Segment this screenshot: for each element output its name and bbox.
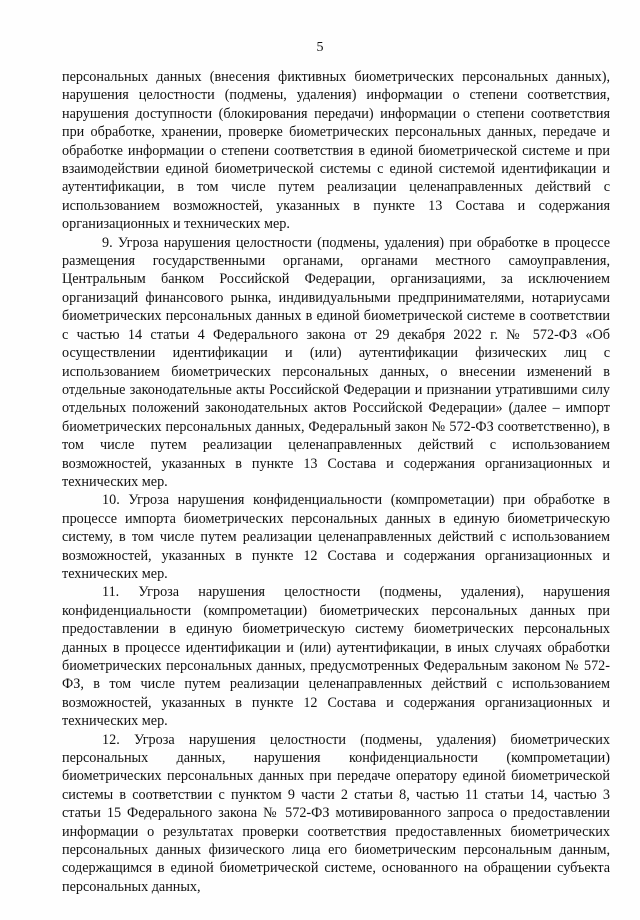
paragraph-item-9: 9. Угроза нарушения целостности (подмены, удаления) при обработке в процессе размещения государственными органами, органами местного самоуправления, Центральным банком Российской Федерации, организациями, за исключением организаций финансового рынка, индивидуальными предпринимателями, нотариусами биометрических персональных данных в единой биометрической системе в соответствии с частью 14 статьи 4 Федерального закона от 29 декабря 2022 г. № 572-ФЗ «Об осуществлении идентификации и (или) аутентификации физических лиц с использованием биометрических персональных данных, о внесении изменений в отдельные законодательные акты Российской Федерации и признании утратившими силу отдельных положений законодательных актов Российской Федерации» (далее – импорт биометрических персональных данных, Федеральный закон № 572-ФЗ соответственно), в том числе путем реализации целенаправленных действий с использованием возможностей, указанных в пункте 13 Состава и содержания организационных и технических мер. (62, 234, 610, 490)
paragraph-continuation: персональных данных (внесения фиктивных биометрических персональных данных), нарушения целостности (подмены, удаления) информации о степени соответствия, нарушения доступности (блокирования передачи) информации о степени соответствия при обработке, хранении, проверке биометрических персональных данных, передаче и обработке информации о степени соответствия в единой биометрической системе и при взаимодействии единой биометрической системы с единой системой идентификации и аутентификации, в том числе путем реализации целенаправленных действий с использованием возможностей, указанных в пункте 13 Состава и содержания организационных и технических мер. (62, 69, 610, 233)
paragraph-item-12: 12. Угроза нарушения целостности (подмены, удаления) биометрических персональных данных, нарушения конфиденциальности (компрометации) биометрических персональных данных при передаче оператору единой биометрической системы в соответствии с пунктом 9 части 2 статьи 8, частью 11 статьи 14, частью 3 статьи 15 Федерального закона № 572-ФЗ мотивированного запроса о предоставлении информации о результатах проверки соответствия предоставленных биометрических персональных данных физического лица его биометрическим персональным данным, содержащимся в единой биометрической системе, основанного на обращении субъекта персональных данных, (62, 731, 610, 895)
page-number: 5 (316, 40, 324, 55)
paragraph-item-10: 10. Угроза нарушения конфиденциальности (компрометации) при обработке в процессе импорта биометрических персональных данных в единую биометрическую систему, в том числе путем реализации целенаправленных действий с использованием возможностей, указанных в пункте 12 Состава и содержания организационных и технических мер. (62, 492, 610, 582)
document-body (62, 68, 610, 896)
paragraph-item-11: 11. Угроза нарушения целостности (подмены, удаления), нарушения конфиденциальности (компрометации) биометрических персональных данных при предоставлении в единую биометрическую систему биометрических персональных данных в процессе идентификации и (или) аутентификации, в иных случаях обработки биометрических персональных данных, предусмотренных Федеральным законом № 572-ФЗ, в том числе путем реализации целенаправленных действий с использованием возможностей, указанных в пункте 12 Состава и содержания организационных и технических мер. (62, 584, 610, 730)
